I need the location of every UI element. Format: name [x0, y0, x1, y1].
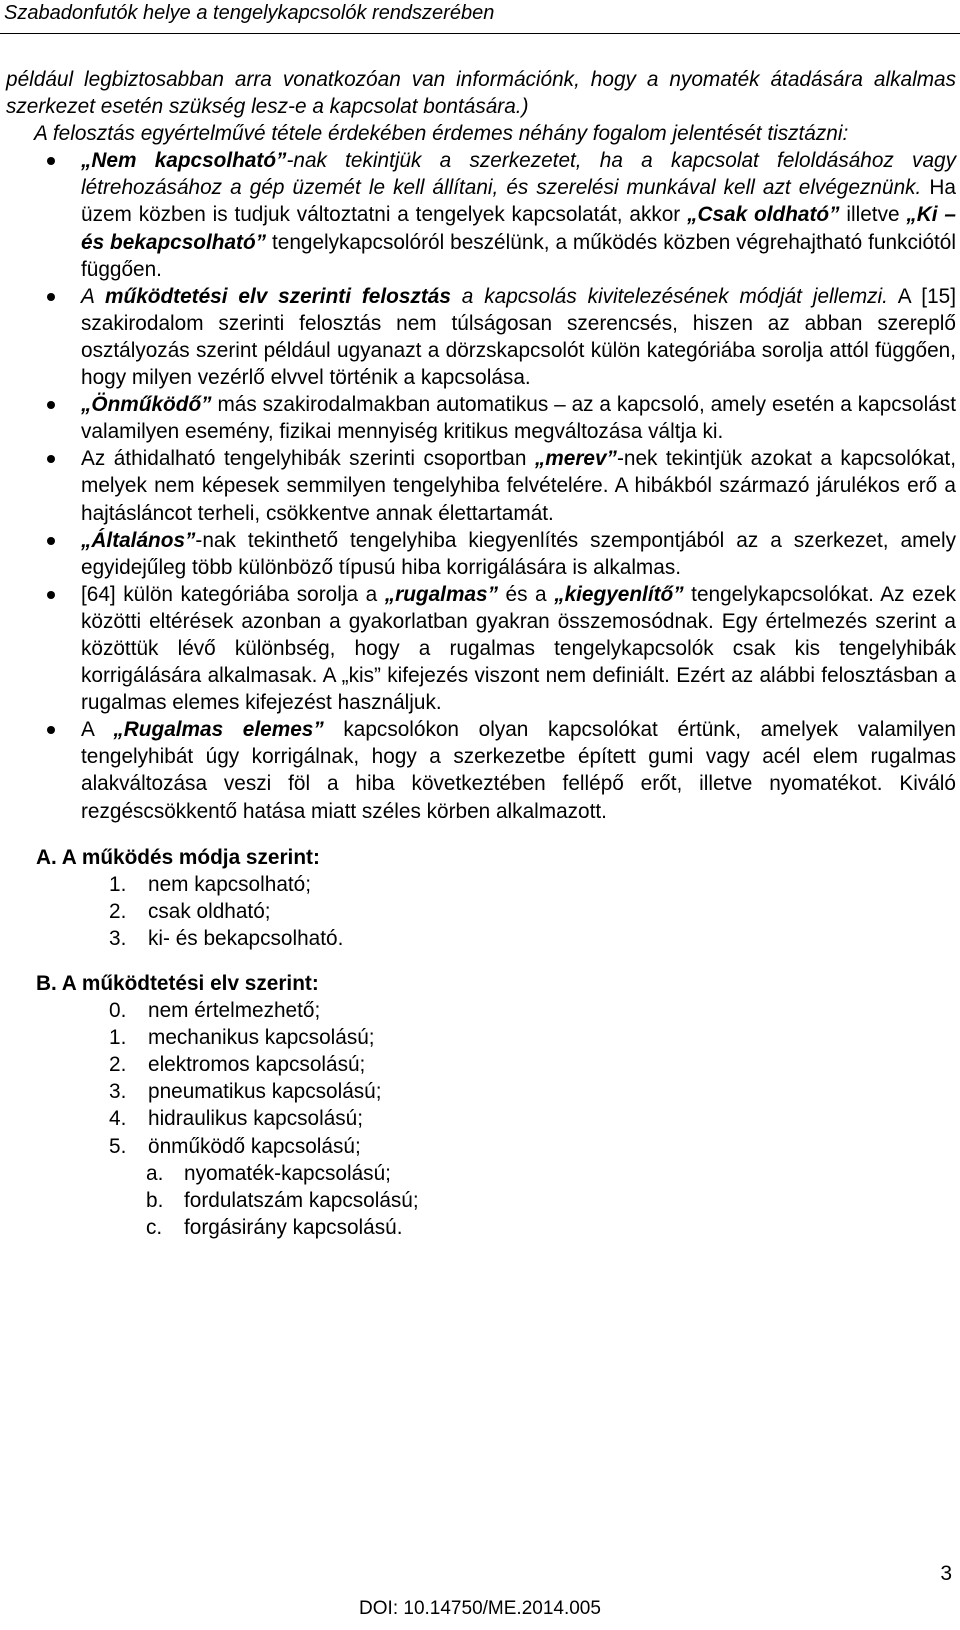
text-segment: A [15] szakirodalom szerinti felosztás nem túlságosan szerencsés, hiszen az abban szereplő osztályozás szerint például ugyanazt a dörzskapcsolót külön kategóriába sorolja attól függően, hogy milyen vezérlő elvvel történik a kapcsolása. [81, 284, 956, 390]
list-number: 1. [109, 872, 127, 896]
term-onmukodo: „Önműködő” [81, 393, 212, 417]
list-item [6, 391, 956, 445]
page-number: 3 [940, 1562, 952, 1585]
intro-paragraph-continued [6, 66, 956, 120]
list-number: 2. [109, 1053, 127, 1077]
term-csak-oldhato: „Csak oldható” [687, 203, 840, 227]
list-label: önműködő kapcsolású; [148, 1134, 361, 1158]
list-label: nem értelmezhető; [148, 999, 321, 1023]
list-label: forgásirány kapcsolású. [184, 1215, 403, 1239]
list-item [6, 445, 956, 526]
list-item [6, 1024, 956, 1051]
page-header [0, 0, 960, 34]
list-label: pneumatikus kapcsolású; [148, 1080, 382, 1104]
text-segment: A [81, 284, 105, 308]
term-kiegyenlito: „kiegyenlítő” [554, 582, 684, 606]
term-ki-es-bekapcsolhato: „Ki – és bekapcsolható” [81, 203, 956, 254]
list-item [6, 925, 956, 952]
header-title: Szabadonfutók helye a tengelykapcsolók rendszerében [4, 2, 495, 24]
text-segment: a kapcsolás kivitelezésének módját jellemzi. [450, 284, 888, 308]
bullet-icon [47, 293, 55, 301]
list-label: ki- és bekapcsolható. [148, 926, 344, 950]
text-segment: A [81, 718, 114, 742]
sub-list-item [6, 1187, 956, 1214]
list-item [6, 1078, 956, 1105]
list-label: nem kapcsolható; [148, 872, 312, 896]
list-number: 1. [109, 1026, 127, 1050]
term-rugalmas: „rugalmas” [384, 582, 498, 606]
list-item [6, 1051, 956, 1078]
list-number: 2. [109, 899, 127, 923]
term-nem-kapcsolhato: „Nem kapcsolható” [81, 149, 287, 173]
list-item [6, 283, 956, 391]
text-segment: illetve [839, 203, 907, 227]
bullet-icon [47, 591, 55, 599]
bullet-icon [47, 157, 55, 165]
sub-list-item [6, 1214, 956, 1241]
term-altalanos: „Általános” [81, 528, 196, 552]
list-item [6, 527, 956, 581]
document-body [6, 66, 956, 1241]
text-segment: Az áthidalható tengelyhibák szerinti csoportban [81, 447, 535, 471]
sub-list-item [6, 1160, 956, 1187]
definition-list [6, 147, 956, 824]
list-label: fordulatszám kapcsolású; [184, 1188, 419, 1212]
text-segment: tengelykapcsolóról beszélünk, a működés közben végrehajtható funkciótól függően. [81, 230, 956, 281]
text-segment: -nek tekintjük azokat a kapcsolókat, melyek nem képesek semmilyen tengelyhiba felvételére. A hibákból származó járulékos erő a hajtásláncot terheli, csökkentve annak élettartamát. [81, 447, 956, 525]
list-label: csak oldható; [148, 899, 271, 923]
list-label: nyomaték-kapcsolású; [184, 1161, 391, 1185]
list-number: c. [146, 1215, 163, 1239]
list-label: elektromos kapcsolású; [148, 1053, 366, 1077]
list-number: 4. [109, 1107, 127, 1131]
list-item [6, 716, 956, 824]
text-segment: kapcsolókon olyan kapcsolókat értünk, amelyek valamilyen tengelyhibát úgy korrigálnak, hogy a szerkezetbe épített gumi vagy acél elem rugalmas alakváltozása veszi föl a hiba következtében fellépő erőt, illetve nyomatékot. Kiváló rezgéscsökkentő hatása miatt széles körben alkalmazott. [81, 718, 956, 823]
text-segment: [64] külön kategóriába sorolja a [81, 582, 385, 606]
text-segment: -nak tekinthető tengelyhiba kiegyenlítés szempontjából az a szerkezet, amely egyidejűleg több különböző típusú hiba korrigálására is alkalmas. [81, 528, 956, 579]
term-merev: „merev” [534, 447, 617, 471]
section-b-list [6, 997, 956, 1241]
bullet-icon [47, 401, 55, 409]
intro-text-2: A felosztás egyértelművé tétele érdekében érdemes néhány fogalom jelentését tisztázni: [34, 122, 849, 146]
list-item [6, 147, 956, 282]
intro-paragraph [6, 120, 956, 147]
bullet-icon [47, 455, 55, 463]
list-item [6, 1133, 956, 1160]
text-segment: és a [497, 582, 555, 606]
list-number: 3. [109, 926, 127, 950]
list-number: 0. [109, 999, 127, 1023]
term-rugalmas-elemes: „Rugalmas elemes” [113, 718, 324, 742]
term-mukodtetesi-elv: működtetési elv szerinti felosztás [105, 284, 451, 308]
list-number: b. [146, 1188, 164, 1212]
list-label: hidraulikus kapcsolású; [148, 1107, 364, 1131]
bullet-icon [47, 726, 55, 734]
list-item [6, 581, 956, 716]
list-number: a. [146, 1161, 164, 1185]
doi-footer: DOI: 10.14750/ME.2014.005 [359, 1598, 601, 1619]
section-b-heading: B. A működtetési elv szerint: [36, 972, 319, 995]
list-number: 3. [109, 1080, 127, 1104]
list-label: mechanikus kapcsolású; [148, 1026, 375, 1050]
section-a-heading: A. A működés módja szerint: [36, 845, 320, 869]
list-item [6, 1105, 956, 1132]
section-a-list [6, 871, 956, 952]
text-segment: más szakirodalmakban automatikus – az a kapcsoló, amely esetén a kapcsolást valamilyen esemény, fizikai mennyiség kritikus megváltozása váltja ki. [81, 393, 956, 444]
list-item [6, 871, 956, 898]
text-segment: -nak tekintjük a szerkezetet, ha a kapcsolat feloldásához vagy létrehozásához a gép üzemét le kell állítani, és szerelési munkával kell azt elvégeznünk. [81, 149, 956, 200]
list-item [6, 997, 956, 1024]
list-number: 5. [109, 1134, 127, 1158]
intro-text-1: például legbiztosabban arra vonatkozóan van információnk, hogy a nyomaték átadására alkalmas szerkezet esetén szükség lesz-e a kapcsolat bontására.) [6, 68, 956, 119]
bullet-icon [47, 537, 55, 545]
text-segment: Ha üzem közben is tudjuk változtatni a tengelyek kapcsolatát, akkor [81, 176, 956, 227]
text-segment: tengelykapcsolókat. Az ezek közötti eltérések azonban a gyakorlatban gyakran összemosódnak. Egy értelmezés szerint a közöttük lévő különbség, hogy a rugalmas tengelykapcsolók csak kis tengelyhibák korrigálására alkalmasak. A „kis” kifejezés viszont nem definiált. Ezért az alábbi felosztásban a rugalmas elemes kifejezést használjuk. [81, 582, 957, 715]
list-item [6, 898, 956, 925]
